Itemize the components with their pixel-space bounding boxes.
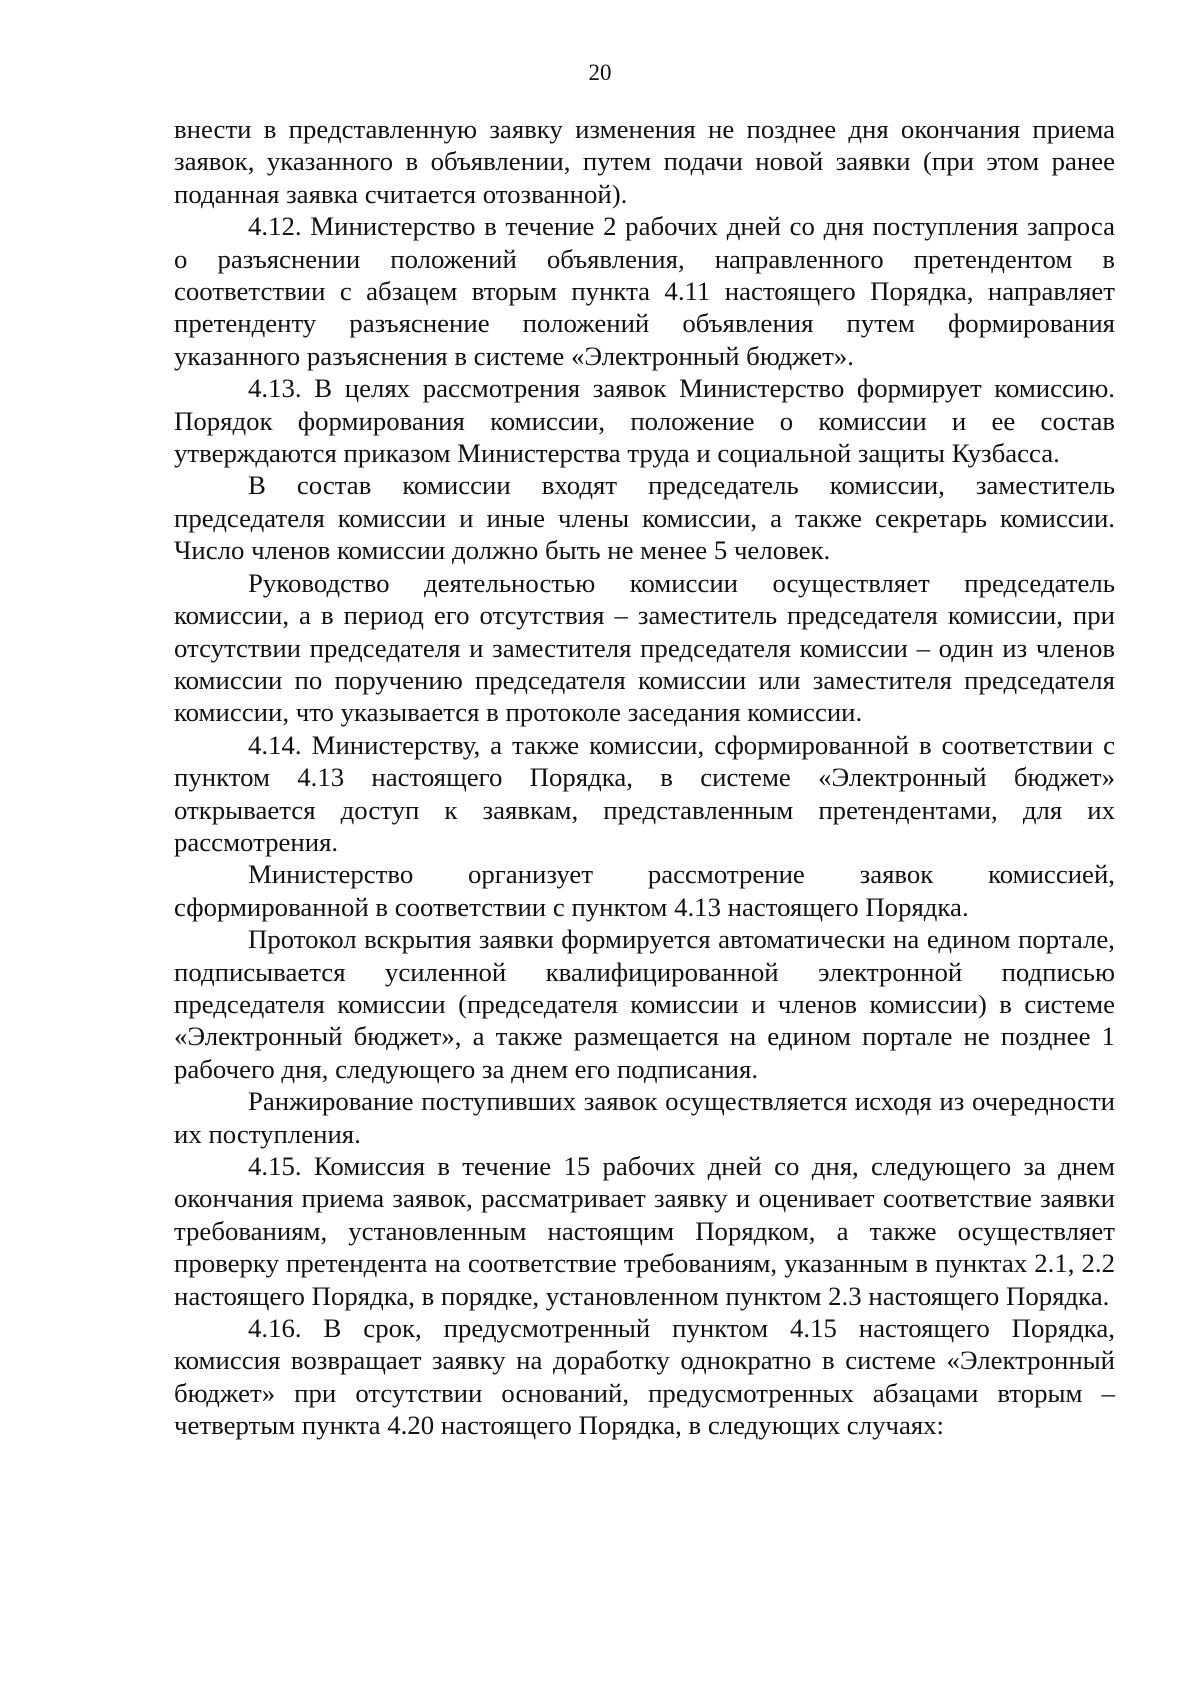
paragraph-opening-protocol: Протокол вскрытия заявки формируется автоматически на едином портале, подписывается усиленной квалифицированной электронной подписью председателя комиссии (председателя комиссии и членов комиссии) в системе «Электронный бюджет», а также размещается на едином портале не позднее 1 рабочего дня, следующего за днем его подписания. bbox=[174, 924, 1115, 1084]
paragraph-4-14: 4.14. Министерству, а также комиссии, сформированной в соответствии с пунктом 4.13 настоящего Порядка, в системе «Электронный бюджет» открывается доступ к заявкам, представленным претендентами, для их рассмотрения. bbox=[174, 729, 1115, 857]
paragraph-ministry-organizes: Министерство организует рассмотрение заявок комиссией, сформированной в соответствии с пунктом 4.13 настоящего Порядка. bbox=[174, 859, 1115, 922]
paragraph-continuation: внести в представленную заявку изменения не позднее дня окончания приема заявок, указанного в объявлении, путем подачи новой заявки (при этом ранее поданная заявка считается отозванной). bbox=[174, 114, 1115, 209]
paragraph-commission-leadership: Руководство деятельностью комиссии осуществляет председатель комиссии, а в период его отсутствия – заместитель председателя комиссии, при отсутствии председателя и заместителя председателя комиссии – один из членов комиссии по поручению председателя комиссии или заместителя председателя комиссии, что указывается в протоколе заседания комиссии. bbox=[174, 567, 1115, 728]
paragraph-4-16: 4.16. В срок, предусмотренный пунктом 4.15 настоящего Порядка, комиссия возвращает заявку на доработку однократно в системе «Электронный бюджет» при отсутствии оснований, предусмотренных абзацами вторым – четвертым пункта 4.20 настоящего Порядка, в следующих случаях: bbox=[174, 1313, 1115, 1441]
paragraph-4-13: 4.13. В целях рассмотрения заявок Министерство формирует комиссию. Порядок формирования комиссии, положение о комиссии и ее состав утверждаются приказом Министерства труда и социальной защиты Кузбасса. bbox=[174, 373, 1115, 469]
document-body bbox=[174, 113, 1115, 1442]
page-number: 20 bbox=[588, 60, 612, 85]
paragraph-4-15: 4.15. Комиссия в течение 15 рабочих дней со дня, следующего за днем окончания приема заявок, рассматривает заявку и оценивает соответствие заявки требованиям, установленным настоящим Порядком, а также осуществляет проверку претендента на соответствие требованиям, указанным в пунктах 2.1, 2.2 настоящего Порядка, в порядке, установленном пунктом 2.3 настоящего Порядка. bbox=[174, 1151, 1115, 1311]
paragraph-4-12: 4.12. Министерство в течение 2 рабочих дней со дня поступления запроса о разъяснении положений объявления, направленного претендентом в соответствии с абзацем вторым пункта 4.11 настоящего Порядка, направляет претенденту разъяснение положений объявления путем формирования указанного разъяснения в системе «Электронный бюджет». bbox=[174, 211, 1115, 371]
paragraph-commission-composition: В состав комиссии входят председатель комиссии, заместитель председателя комиссии и иные члены комиссии, а также секретарь комиссии. Число членов комиссии должно быть не менее 5 человек. bbox=[174, 470, 1115, 566]
paragraph-ranking: Ранжирование поступивших заявок осуществляется исходя из очередности их поступления. bbox=[174, 1086, 1115, 1149]
